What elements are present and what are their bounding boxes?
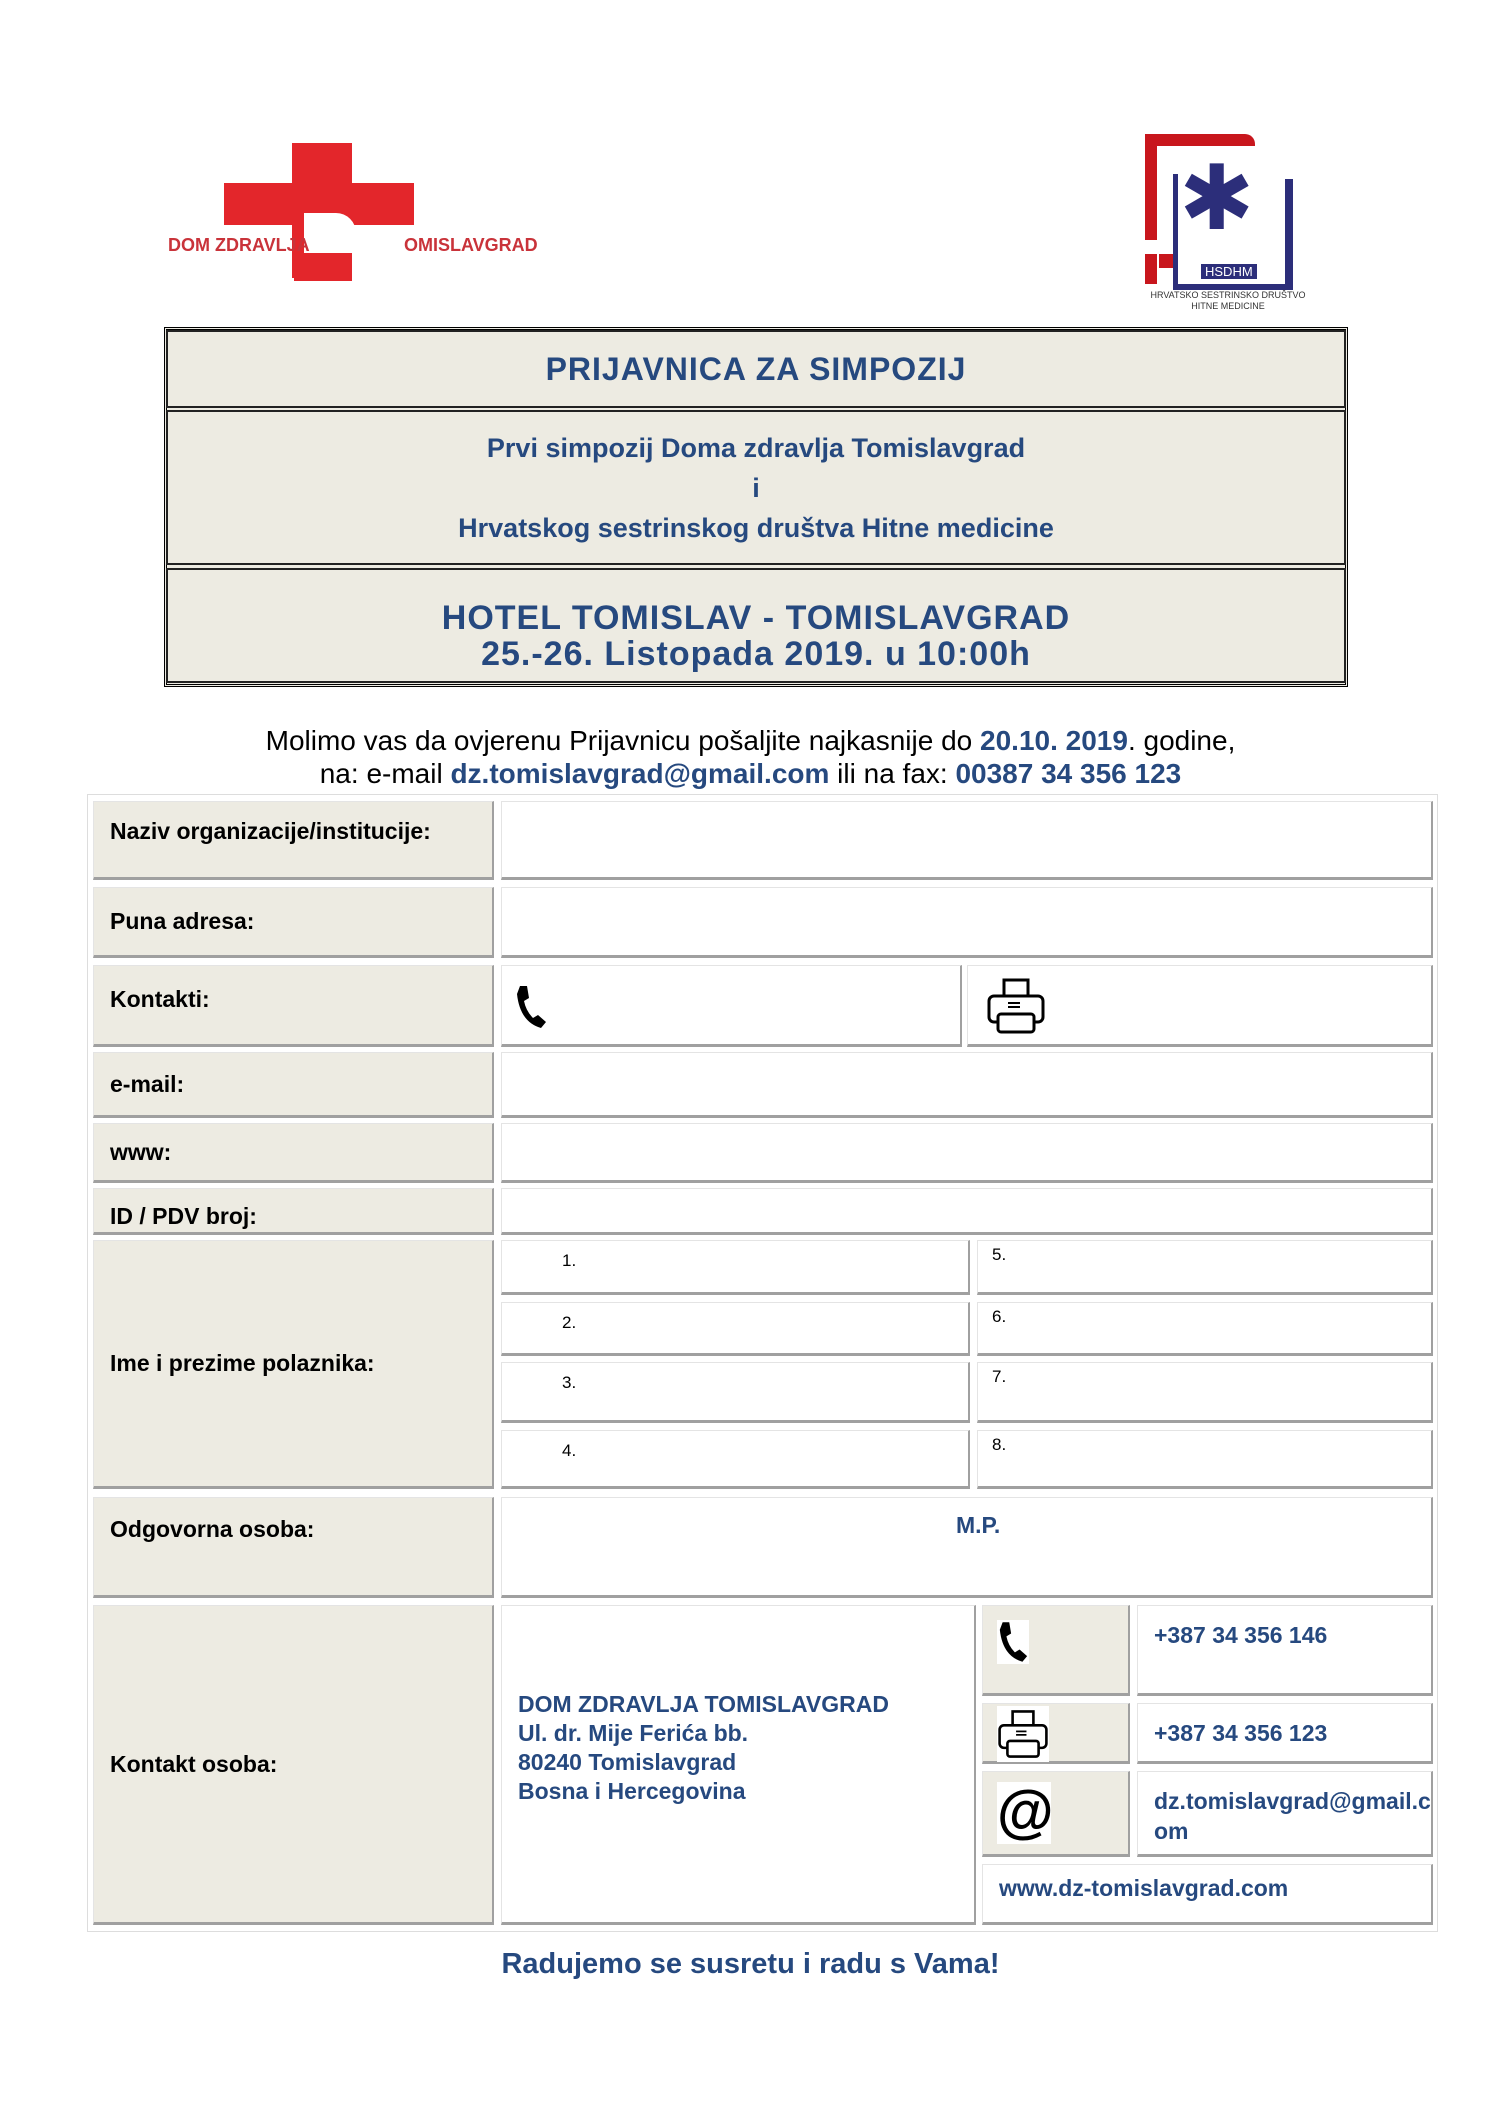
address-label: Puna adresa:: [93, 887, 494, 958]
participant-input[interactable]: 5.: [977, 1240, 1433, 1295]
id-label: ID / PDV broj:: [93, 1188, 494, 1235]
contact-phone: +387 34 356 146: [1137, 1605, 1433, 1696]
closing-message: Radujemo se susretu i radu s Vama!: [501, 1948, 1000, 1980]
phone-input[interactable]: [501, 965, 962, 1047]
phone-icon: [514, 984, 548, 1030]
address-input[interactable]: [501, 887, 1433, 958]
address-line: Ul. dr. Mije Ferića bb.: [518, 1720, 749, 1746]
contact-phone-icon-cell: [982, 1605, 1130, 1696]
notice-email-link[interactable]: dz.tomislavgrad@gmail.com: [450, 758, 830, 789]
event-date: 25.-26. Listopada 2019. u 10:00h: [481, 634, 1031, 673]
fax-icon: [997, 1706, 1049, 1762]
star-of-life-icon: ✱: [1179, 149, 1255, 249]
phone-icon: [997, 1620, 1029, 1664]
logo-abbr: HSDHM: [1201, 264, 1257, 279]
participant-input[interactable]: 6.: [977, 1302, 1433, 1356]
dom-zdravlja-logo: [164, 143, 584, 283]
fax-icon: [986, 978, 1046, 1034]
contact-fax: +387 34 356 123: [1137, 1703, 1433, 1764]
responsible-input[interactable]: [501, 1497, 1433, 1598]
responsible-label: Odgovorna osoba:: [93, 1497, 494, 1598]
notice-fax: 00387 34 356 123: [955, 758, 1182, 789]
contact-person-label: Kontakt osoba:: [93, 1605, 494, 1925]
www-label: www:: [93, 1123, 494, 1183]
contact-fax-icon-cell: [982, 1703, 1130, 1764]
contacts-label: Kontakti:: [93, 965, 494, 1047]
page-title: PRIJAVNICA ZA SIMPOZIJ: [545, 350, 967, 387]
subtitle-row: [166, 410, 1346, 565]
org-input[interactable]: [501, 801, 1433, 880]
fax-input[interactable]: [967, 965, 1433, 1047]
notice-text: ili na fax:: [829, 758, 956, 789]
hsdhm-logo: [1143, 134, 1313, 314]
contact-address: [501, 1605, 976, 1925]
notice-text: Molimo vas da ovjerenu Prijavnicu pošaljite najkasnije do: [265, 725, 981, 756]
notice-text: . godine,: [1127, 725, 1236, 756]
notice: [0, 724, 1501, 790]
participant-input[interactable]: 3.: [501, 1362, 970, 1423]
contact-email-link[interactable]: dz.tomislavgrad@gmail.com: [1137, 1771, 1433, 1857]
participant-input[interactable]: 4.: [501, 1430, 970, 1489]
address-line: DOM ZDRAVLJA TOMISLAVGRAD: [518, 1691, 889, 1717]
stamp-label: M.P.: [956, 1512, 1001, 1538]
logo-caption-2: HITNE MEDICINE: [1191, 301, 1265, 311]
participant-input[interactable]: 2.: [501, 1302, 970, 1356]
org-label: Naziv organizacije/institucije:: [93, 801, 494, 880]
subtitle-1: Prvi simpozij Doma zdravlja Tomislavgrad: [486, 432, 1026, 463]
participant-input[interactable]: 7.: [977, 1362, 1433, 1423]
subtitle-2: i: [752, 472, 760, 503]
id-input[interactable]: [501, 1188, 1433, 1235]
logo-text-right: OMISLAVGRAD: [404, 235, 538, 255]
email-label: e-mail:: [93, 1052, 494, 1118]
contact-website-link[interactable]: www.dz-tomislavgrad.com: [982, 1864, 1433, 1925]
www-input[interactable]: [501, 1123, 1433, 1183]
notice-text: na: e-mail: [319, 758, 451, 789]
logo-caption-1: HRVATSKO SESTRINSKO DRUŠTVO: [1150, 290, 1306, 300]
contact-email-icon-cell: [982, 1771, 1130, 1857]
at-sign-icon: @: [997, 1779, 1054, 1844]
participants-label: Ime i prezime polaznika:: [93, 1240, 494, 1489]
title-row: [166, 330, 1346, 408]
deadline: 20.10. 2019: [980, 725, 1128, 756]
address-line: 80240 Tomislavgrad: [518, 1749, 737, 1775]
subtitle-3: Hrvatskog sestrinskog društva Hitne medicine: [458, 512, 1054, 543]
participant-input[interactable]: 1.: [501, 1240, 970, 1295]
address-line: Bosna i Hercegovina: [518, 1778, 746, 1804]
venue: HOTEL TOMISLAV - TOMISLAVGRAD: [441, 598, 1071, 637]
participant-input[interactable]: 8.: [977, 1430, 1433, 1489]
venue-row: [166, 568, 1346, 683]
logo-text-left: DOM ZDRAVLJA: [168, 235, 310, 255]
email-input[interactable]: [501, 1052, 1433, 1118]
